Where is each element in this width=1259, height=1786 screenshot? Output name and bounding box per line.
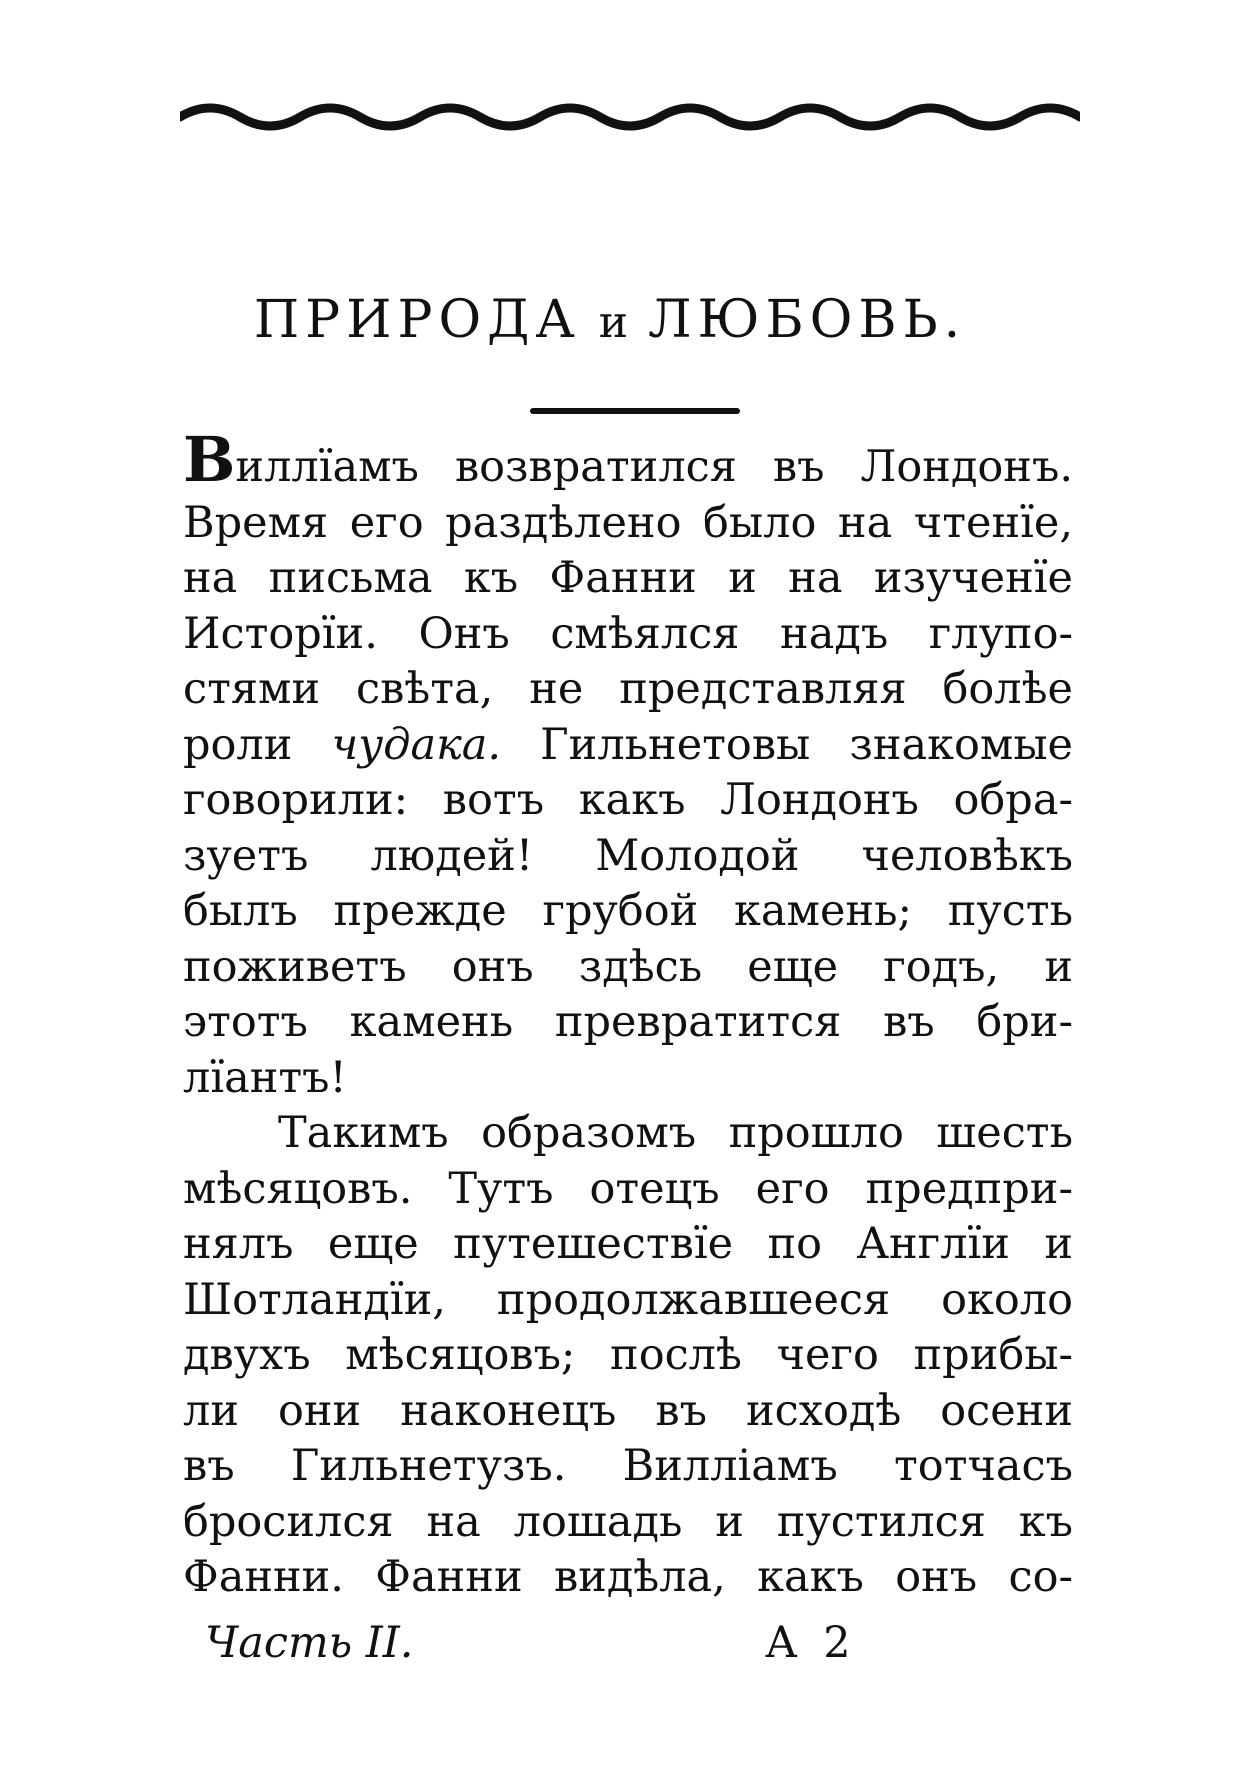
title-underline-rule: [530, 408, 740, 414]
text-line: мѣсяцовъ. Тутъ отецъ его предпри-: [183, 1163, 1073, 1214]
text-line: Фанни. Фанни видѣла, какъ онъ со-: [183, 1552, 1073, 1602]
page-footer: [205, 1618, 1085, 1678]
title-word-2: и: [598, 297, 631, 348]
text-line: двухъ мѣсяцовъ; послѣ чего прибы-: [183, 1330, 1073, 1380]
text-line: поживетъ онъ здѣсь еще годъ, и: [183, 941, 1073, 992]
text-line: въ Гильнетузъ. Вилліамъ тотчасъ: [183, 1441, 1073, 1491]
title-word-1: ПРИРОДА: [253, 290, 581, 350]
text-line: зуетъ людей! Молодой человѣкъ: [183, 830, 1073, 881]
part-label: Часть II.: [205, 1618, 414, 1668]
title-word-3: ЛЮБОВЬ.: [648, 290, 967, 350]
text-line: говорили: вотъ какъ Лондонъ обра-: [183, 775, 1073, 825]
drop-cap: В: [183, 423, 236, 496]
signature-mark: А 2: [765, 1618, 857, 1668]
text-line: лїантъ!: [183, 1052, 347, 1103]
text-line: Шотландїи, продолжавшееся около: [183, 1274, 1073, 1325]
text-line: Виллїамъ возвратился въ Лондонъ.: [183, 423, 1073, 496]
text-line: на письма къ Фанни и на изученїе: [183, 553, 1073, 603]
text-line: стями свѣта, не представляя болѣе: [183, 664, 1073, 714]
text-line: нялъ еще путешествїе по Англїи и: [183, 1219, 1073, 1269]
text-line: Время его раздѣлено было на чтенїе,: [183, 497, 1073, 548]
text-line: ли они наконецъ въ исходѣ осени: [183, 1385, 1073, 1436]
body-text: [183, 423, 1073, 1606]
text-line: этотъ камень превратится въ бри-: [183, 997, 1073, 1047]
text-line: бросился на лошадь и пустился къ: [183, 1496, 1073, 1547]
italic-word: чудака.: [331, 719, 502, 770]
text-line: Такимъ образомъ прошло шесть: [278, 1108, 1073, 1158]
text-line: былъ прежде грубой камень; пусть: [183, 886, 1073, 936]
wave-ornament-icon: [180, 95, 1080, 145]
page-title: [160, 290, 1060, 350]
text-line: роли чудака. Гильнетовы знакомые: [183, 719, 1073, 770]
text-line: Исторїи. Онъ смѣялся надъ глупо-: [183, 608, 1073, 659]
